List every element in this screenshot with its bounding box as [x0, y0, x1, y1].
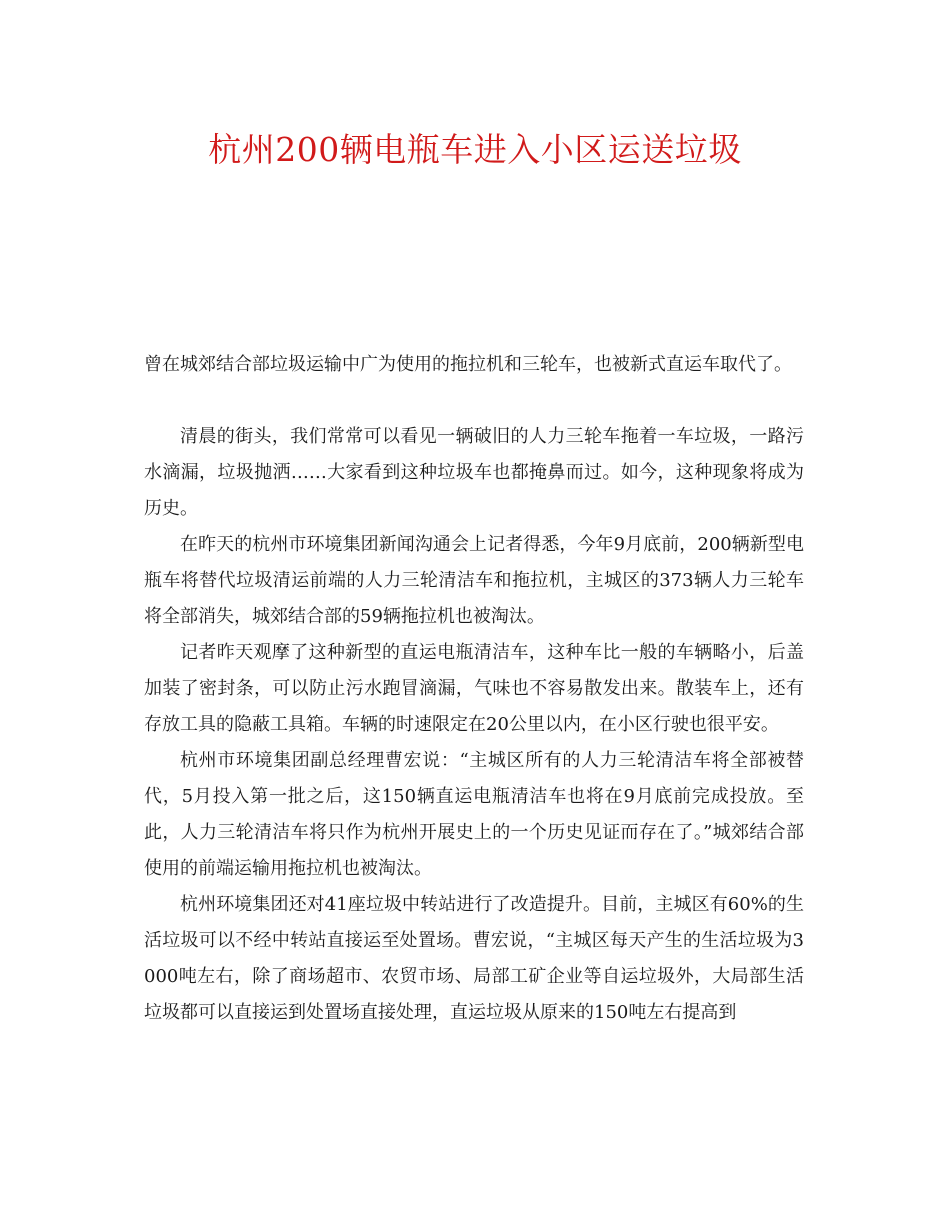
paragraph: 清晨的街头，我们常常可以看见一辆破旧的人力三轮车拖着一车垃圾，一路污水滴漏，垃圾抛洒……大家看到这种垃圾车也都掩鼻而过。如今，这种现象将成为历史。 — [144, 426, 804, 519]
document-title: 杭州200辆电瓶车进入小区运送垃圾 — [208, 130, 742, 169]
paragraph: 在昨天的杭州市环境集团新闻沟通会上记者得悉，今年9月底前，200辆新型电瓶车将替代垃圾清运前端的人力三轮清洁车和拖拉机，主城区的373辆人力三轮车将全部消失，城郊结合部的59辆拖拉机也被淘汰。 — [144, 534, 804, 627]
paragraph: 记者昨天观摩了这种新型的直运电瓶清洁车，这种车比一般的车辆略小，后盖加装了密封条，可以防止污水跑冒滴漏，气味也不容易散发出来。散装车上，还有存放工具的隐蔽工具箱。车辆的时速限定在20公里以内，在小区行驶也很平安。 — [144, 642, 804, 735]
document-body — [144, 347, 804, 1031]
paragraph: 杭州环境集团还对41座垃圾中转站进行了改造提升。目前，主城区有60%的生活垃圾可以不经中转站直接运至处置场。曹宏说，“主城区每天产生的生活垃圾为3000吨左右，除了商场超市、农贸市场、局部工矿企业等自运垃圾外，大局部生活垃圾都可以直接运到处置场直接处理，直运垃圾从原来的150吨左右提高到 — [144, 894, 804, 1023]
lead-paragraph: 曾在城郊结合部垃圾运输中广为使用的拖拉机和三轮车，也被新式直运车取代了。 — [144, 354, 792, 375]
paragraph: 杭州市环境集团副总经理曹宏说：“主城区所有的人力三轮清洁车将全部被替代，5月投入第一批之后，这150辆直运电瓶清洁车也将在9月底前完成投放。至此，人力三轮清洁车将只作为杭州开展史上的一个历史见证而存在了。”城郊结合部使用的前端运输用拖拉机也被淘汰。 — [144, 750, 804, 879]
